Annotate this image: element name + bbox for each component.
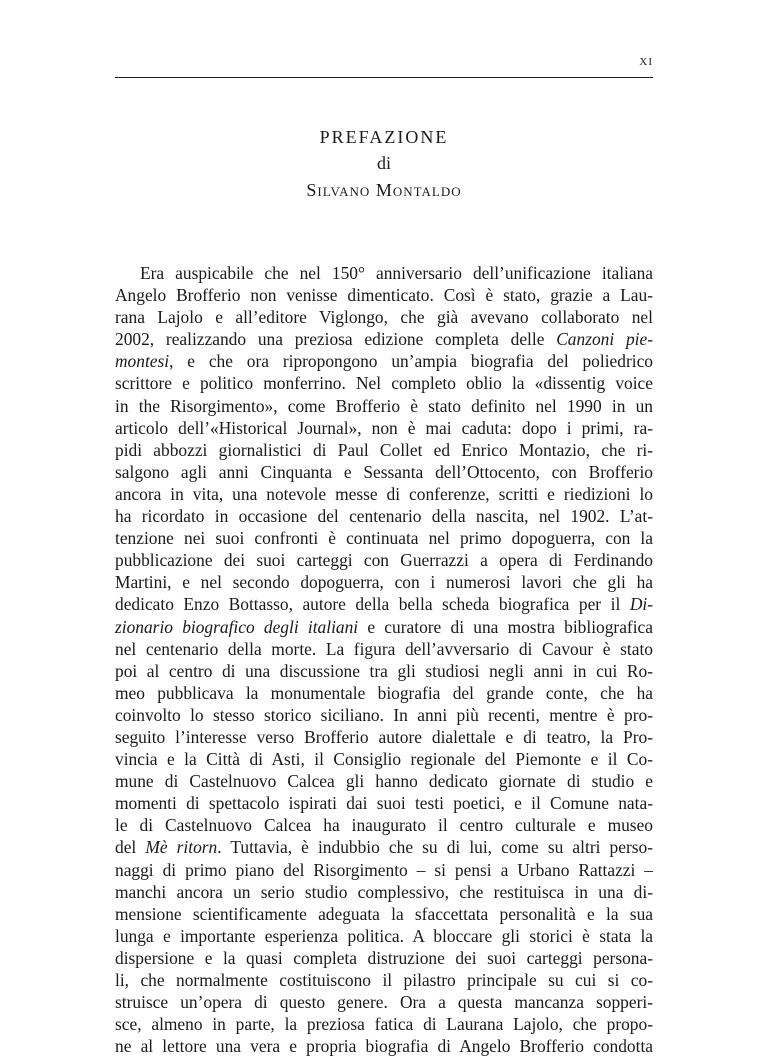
text-segment: lunga e importante esperienza politica. A bloccare gli storici è stata la [115, 925, 653, 946]
text-line [115, 306, 653, 328]
text-line [115, 969, 653, 991]
text-segment: Martini, e nel secondo dopoguerra, con i numerosi lavori che gli ha [115, 572, 653, 593]
author-name: Silvano Montaldo [306, 180, 462, 200]
text-segment: meo pubblicava la monumentale biografia del grande conte, che ha [115, 682, 653, 703]
text-line [115, 571, 653, 593]
text-line [115, 859, 653, 881]
text-line [115, 461, 653, 483]
text-segment: momenti di spettacolo ispirati dai suoi testi poetici, e il Comune nata- [115, 793, 653, 814]
text-segment: salgono agli anni Cinquanta e Sessanta dell’Ottocento, con Brofferio [115, 461, 653, 482]
text-segment: Di- [629, 594, 653, 615]
text-line [115, 328, 653, 350]
text-segment: scrittore e politico monferrino. Nel completo oblio la «dissentig voice [115, 373, 653, 394]
text-segment: struisce un’opera di questo genere. Ora a questa mancanza sopperi- [115, 992, 653, 1013]
text-line [115, 770, 653, 792]
text-segment: manchi ancora un serio studio complessivo, che restituisca in una di- [115, 881, 653, 902]
text-line [115, 483, 653, 505]
text-line [115, 527, 653, 549]
text-line [115, 262, 653, 284]
text-segment: dispersione e la quasi completa distruzione dei suoi carteggi persona- [115, 947, 653, 968]
text-line [115, 1035, 653, 1057]
text-segment: mune di Castelnuovo Calcea gli hanno dedicato giornate di studio e [115, 771, 653, 792]
text-segment: sce, almeno in parte, la preziosa fatica di Laurana Lajolo, che propo- [115, 1014, 653, 1035]
text-line [115, 682, 653, 704]
text-line [115, 1013, 653, 1035]
text-segment: nel centenario della morte. La figura dell’avversario di Cavour è stato [115, 638, 653, 659]
text-segment: ancora in vita, una notevole messe di conferenze, scritti e riedizioni lo [115, 483, 653, 504]
text-line [115, 726, 653, 748]
text-line [115, 660, 653, 682]
text-segment: in the Risorgimento», come Brofferio è stato definito nel 1990 in un [115, 395, 653, 416]
text-segment: mensione scientificamente adeguata la sfaccettata personalità e la sua [115, 903, 653, 924]
text-segment: articolo dell’«Historical Journal», non è mai caduta: dopo i primi, ra- [115, 417, 653, 438]
text-line [115, 417, 653, 439]
text-line [115, 616, 653, 638]
text-line [115, 814, 653, 836]
text-line [115, 748, 653, 770]
text-segment: poi al centro di una discussione tra gli studiosi negli anni in cui Ro- [115, 660, 653, 681]
text-line [115, 549, 653, 571]
byline-di: di [376, 153, 391, 173]
body-paragraph [115, 262, 653, 1057]
text-line [115, 991, 653, 1013]
text-line [115, 505, 653, 527]
text-segment: pubblicazione dei suoi carteggi con Guerrazzi a opera di Ferdinando [115, 550, 653, 571]
text-segment: seguito l’interesse verso Brofferio autore dialettale e di teatro, la Pro- [115, 726, 653, 747]
text-segment: Era auspicabile che nel 150° anniversario dell’unificazione italiana [140, 263, 653, 283]
text-segment: Canzoni pie- [556, 329, 653, 350]
text-segment: zionario biografico degli italiani [115, 616, 359, 637]
text-line [115, 439, 653, 461]
text-segment: Angelo Brofferio non venisse dimenticato. Così è stato, grazie a Lau- [115, 285, 653, 306]
text-segment: tenzione nei suoi confronti è continuata nel primo dopoguerra, con la [115, 528, 653, 549]
text-segment: Mè ritorn [145, 837, 218, 858]
text-line [115, 350, 653, 372]
text-segment: pidi abbozzi giornalistici di Paul Collet ed Enrico Montazio, che ri- [115, 439, 653, 460]
text-line [115, 881, 653, 903]
text-segment: ha ricordato in occasione del centenario della nascita, nel 1902. L’at- [115, 506, 653, 527]
text-line [115, 925, 653, 947]
text-segment: li, che normalmente costituiscono il pilastro principale su cui si co- [115, 970, 653, 990]
text-segment: rana Lajolo e all’editore Viglongo, che già avevano collaborato nel [115, 307, 653, 328]
text-segment: 2002, realizzando una preziosa edizione completa delle [115, 329, 557, 350]
page-number: XI [639, 56, 653, 68]
text-line [115, 836, 653, 858]
text-line [115, 638, 653, 660]
text-line [115, 593, 653, 615]
text-segment: naggi di primo piano del Risorgimento – si pensi a Urbano Rattazzi – [115, 859, 653, 880]
chapter-title: PREFAZIONE [319, 127, 449, 147]
title-block [115, 125, 653, 203]
text-segment: , e che ora ripropongono un’ampia biografia del poliedrico [169, 351, 653, 372]
text-segment: e curatore di una mostra bibliografica [358, 616, 653, 637]
text-line [115, 284, 653, 306]
text-segment: montesi [115, 351, 170, 372]
header-rule [115, 77, 653, 78]
text-segment: coinvolto lo stesso storico siciliano. In anni più recenti, mentre è pro- [115, 704, 653, 725]
text-line [115, 947, 653, 969]
text-segment: dedicato Enzo Bottasso, autore della bella scheda biografica per il [115, 594, 630, 615]
text-line [115, 395, 653, 417]
text-line [115, 704, 653, 726]
text-segment: del [115, 837, 146, 858]
text-segment: . Tuttavia, è indubbio che su di lui, come su altri perso- [217, 837, 653, 858]
text-line [115, 372, 653, 394]
text-line [115, 792, 653, 814]
running-header [115, 56, 653, 76]
text-segment: le di Castelnuovo Calcea ha inaugurato il centro culturale e museo [115, 815, 653, 836]
text-segment: vincia e la Città di Asti, il Consiglio regionale del Piemonte e il Co- [115, 749, 653, 770]
text-line [115, 903, 653, 925]
text-segment: ne al lettore una vera e propria biografia di Angelo Brofferio condotta [115, 1036, 653, 1057]
